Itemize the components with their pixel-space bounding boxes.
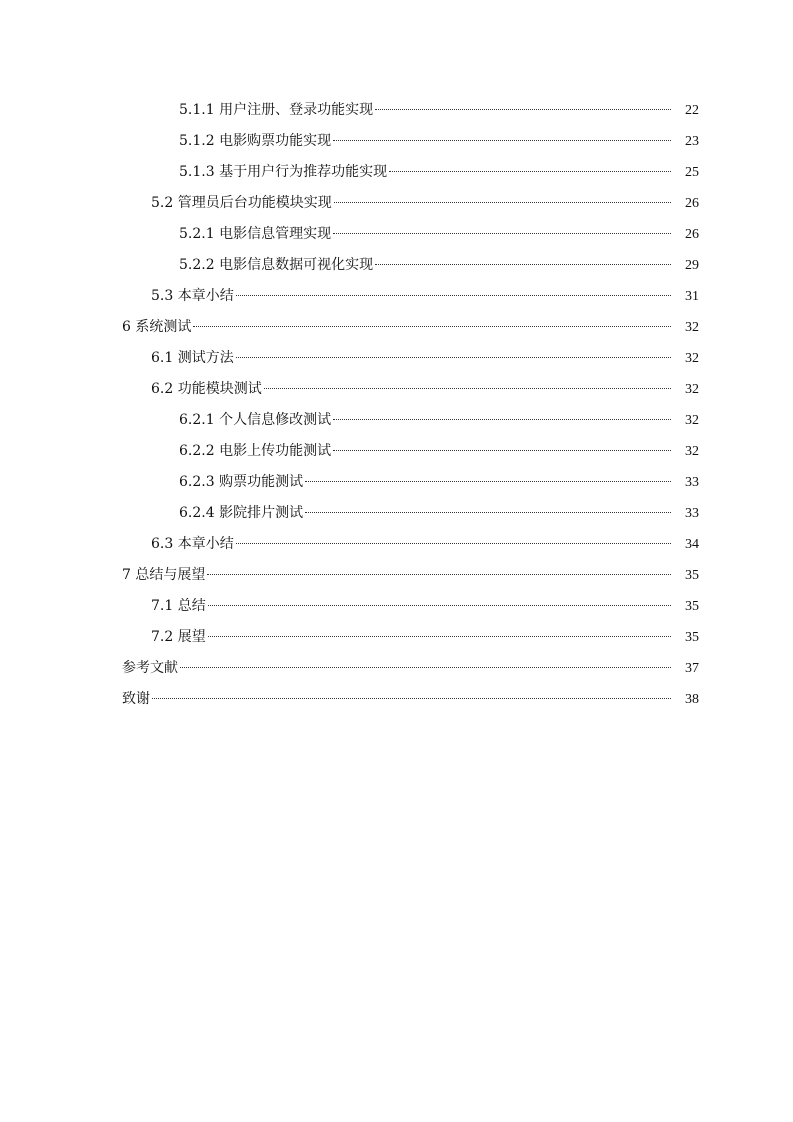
toc-page-number: 37: [685, 661, 699, 676]
toc-dot-leader: [334, 202, 671, 203]
toc-entry[interactable]: [0, 374, 793, 405]
toc-dot-leader: [333, 419, 671, 420]
toc-dot-leader: [193, 326, 671, 327]
toc-page-number: 32: [685, 413, 699, 428]
toc-entry-label: 致谢: [122, 691, 150, 707]
toc-entry[interactable]: [0, 250, 793, 281]
toc-entry-label: 6.2.1 个人信息修改测试: [179, 412, 332, 428]
toc-page-number: 32: [685, 382, 699, 397]
toc-dot-leader: [236, 543, 671, 544]
toc-entry[interactable]: [0, 95, 793, 126]
toc-entry[interactable]: [0, 436, 793, 467]
toc-dot-leader: [236, 295, 671, 296]
toc-entry-label: 6.2.3 购票功能测试: [179, 474, 304, 490]
toc-entry[interactable]: [0, 622, 793, 653]
toc-entry[interactable]: [0, 653, 793, 684]
toc-entry-label: 6.2.2 电影上传功能测试: [179, 443, 332, 459]
toc-dot-leader: [180, 667, 671, 668]
toc-entry[interactable]: [0, 405, 793, 436]
toc-dot-leader: [333, 140, 671, 141]
toc-dot-leader: [208, 636, 671, 637]
toc-page-number: 33: [685, 475, 699, 490]
toc-page-number: 33: [685, 506, 699, 521]
toc-entry[interactable]: [0, 343, 793, 374]
toc-entry-label: 参考文献: [122, 660, 178, 676]
toc-entry-label: 5.2 管理员后台功能模块实现: [151, 195, 332, 211]
toc-entry[interactable]: [0, 591, 793, 622]
toc-dot-leader: [152, 698, 671, 699]
toc-entry-label: 6.3 本章小结: [151, 536, 234, 552]
toc-entry[interactable]: [0, 560, 793, 591]
toc-page-number: 35: [685, 568, 699, 583]
toc-entry-label: 5.2.2 电影信息数据可视化实现: [179, 257, 374, 273]
toc-page-number: 32: [685, 444, 699, 459]
toc-entry-label: 6.2 功能模块测试: [151, 381, 262, 397]
table-of-contents: [0, 95, 793, 715]
toc-page-number: 25: [685, 165, 699, 180]
toc-entry[interactable]: [0, 312, 793, 343]
toc-page-number: 23: [685, 134, 699, 149]
toc-dot-leader: [264, 388, 671, 389]
toc-page-number: 22: [685, 103, 699, 118]
toc-entry-label: 6 系统测试: [122, 319, 192, 335]
toc-entry-label: 5.1.1 用户注册、登录功能实现: [179, 102, 374, 118]
toc-page-number: 32: [685, 320, 699, 335]
toc-entry[interactable]: [0, 219, 793, 250]
toc-dot-leader: [305, 481, 671, 482]
toc-entry-label: 6.2.4 影院排片测试: [179, 505, 304, 521]
toc-entry-label: 7.1 总结: [151, 598, 206, 614]
toc-dot-leader: [333, 233, 671, 234]
toc-entry-label: 7.2 展望: [151, 629, 206, 645]
toc-page-number: 35: [685, 599, 699, 614]
toc-page-number: 29: [685, 258, 699, 273]
toc-dot-leader: [207, 574, 671, 575]
toc-page-number: 26: [685, 227, 699, 242]
toc-dot-leader: [208, 605, 671, 606]
toc-page-number: 26: [685, 196, 699, 211]
toc-dot-leader: [389, 171, 671, 172]
toc-entry[interactable]: [0, 126, 793, 157]
toc-page-number: 35: [685, 630, 699, 645]
toc-entry[interactable]: [0, 188, 793, 219]
toc-entry[interactable]: [0, 467, 793, 498]
toc-entry-label: 6.1 测试方法: [151, 350, 234, 366]
toc-entry[interactable]: [0, 529, 793, 560]
toc-page-number: 34: [685, 537, 699, 552]
toc-entry-label: 5.3 本章小结: [151, 288, 234, 304]
toc-entry-label: 5.2.1 电影信息管理实现: [179, 226, 332, 242]
toc-dot-leader: [375, 264, 671, 265]
toc-entry-label: 5.1.3 基于用户行为推荐功能实现: [179, 164, 388, 180]
toc-page-number: 38: [685, 692, 699, 707]
toc-entry[interactable]: [0, 157, 793, 188]
toc-entry[interactable]: [0, 498, 793, 529]
toc-entry[interactable]: [0, 281, 793, 312]
toc-page-number: 32: [685, 351, 699, 366]
toc-entry[interactable]: [0, 684, 793, 715]
toc-dot-leader: [236, 357, 671, 358]
toc-dot-leader: [333, 450, 671, 451]
toc-entry-label: 5.1.2 电影购票功能实现: [179, 133, 332, 149]
toc-dot-leader: [375, 109, 671, 110]
toc-page-number: 31: [685, 289, 699, 304]
toc-dot-leader: [305, 512, 671, 513]
toc-entry-label: 7 总结与展望: [122, 567, 206, 583]
